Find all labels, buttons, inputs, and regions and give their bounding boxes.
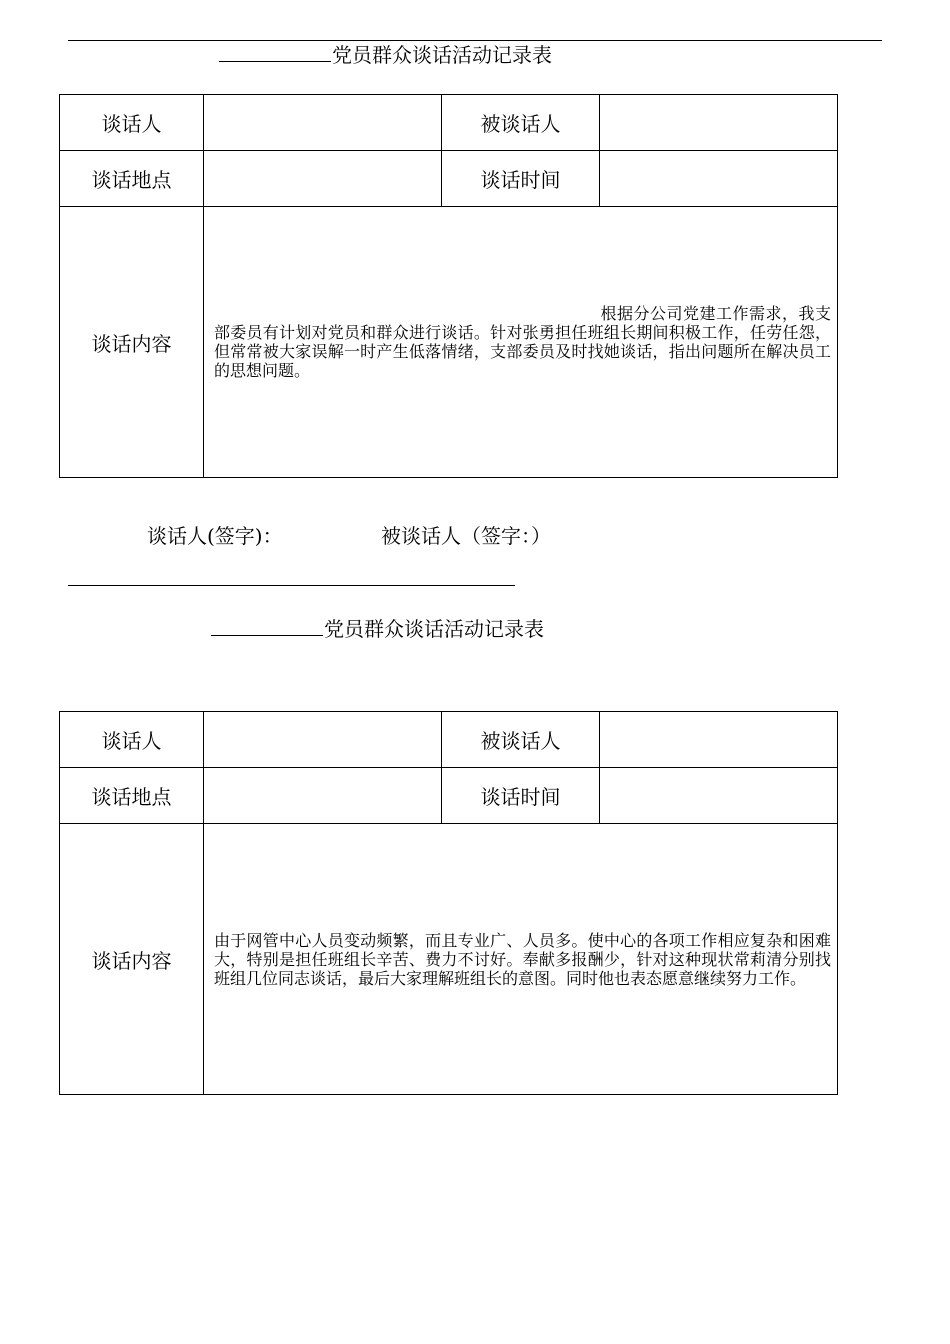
- interviewer-label: 谈话人: [60, 95, 204, 151]
- content-label: 谈话内容: [60, 824, 204, 1095]
- interviewee-label: 被谈话人: [442, 712, 600, 768]
- content-text: 根据分公司党建工作需求，我支部委员有计划对党员和群众进行谈话。针对张勇担任班组长期间积极工作，任劳任怨，但常常被大家误解一时产生低落情绪，支部委员及时找她谈话，指出问题所在解决员工的思想问题。: [214, 304, 831, 380]
- location-field[interactable]: [204, 768, 442, 824]
- table-row: [60, 712, 838, 768]
- table-row: [60, 207, 838, 478]
- table-row: [60, 768, 838, 824]
- time-field[interactable]: [600, 768, 838, 824]
- time-field[interactable]: [600, 151, 838, 207]
- interviewee-field[interactable]: [600, 712, 838, 768]
- content-label: 谈话内容: [60, 207, 204, 478]
- interviewee-field[interactable]: [600, 95, 838, 151]
- title-blank-field[interactable]: [211, 617, 323, 636]
- record-title-2: [211, 617, 544, 641]
- section-divider-line: [68, 585, 515, 586]
- top-divider-line: [68, 40, 882, 41]
- location-field[interactable]: [204, 151, 442, 207]
- title-blank-field[interactable]: [219, 43, 331, 62]
- signature-line: [147, 520, 551, 549]
- table-row: [60, 151, 838, 207]
- interviewer-label: 谈话人: [60, 712, 204, 768]
- title-text: 党员群众谈话活动记录表: [324, 617, 544, 641]
- content-field[interactable]: 由于网管中心人员变动频繁，而且专业广、人员多。使中心的各项工作相应复杂和困难大，特别是担任班组长辛苦、费力不讨好。奉献多报酬少，针对这种现状常莉清分别找班组几位同志谈话，最后大家理解班组长的意图。同时他也表态愿意继续努力工作。: [204, 824, 838, 1095]
- talk-record-table-2: [59, 711, 838, 1095]
- talk-record-table-1: [59, 94, 838, 478]
- table-row: [60, 824, 838, 1095]
- title-text: 党员群众谈话活动记录表: [332, 43, 552, 67]
- interviewer-field[interactable]: [204, 712, 442, 768]
- interviewee-signature-label: 被谈话人（签字：）: [381, 524, 551, 548]
- time-label: 谈话时间: [442, 151, 600, 207]
- location-label: 谈话地点: [60, 768, 204, 824]
- content-field[interactable]: [204, 207, 838, 478]
- interviewer-signature-label: 谈话人(签字)：: [147, 524, 283, 548]
- record-title-1: [219, 43, 552, 67]
- location-label: 谈话地点: [60, 151, 204, 207]
- interviewer-field[interactable]: [204, 95, 442, 151]
- table-row: [60, 95, 838, 151]
- interviewee-label: 被谈话人: [442, 95, 600, 151]
- time-label: 谈话时间: [442, 768, 600, 824]
